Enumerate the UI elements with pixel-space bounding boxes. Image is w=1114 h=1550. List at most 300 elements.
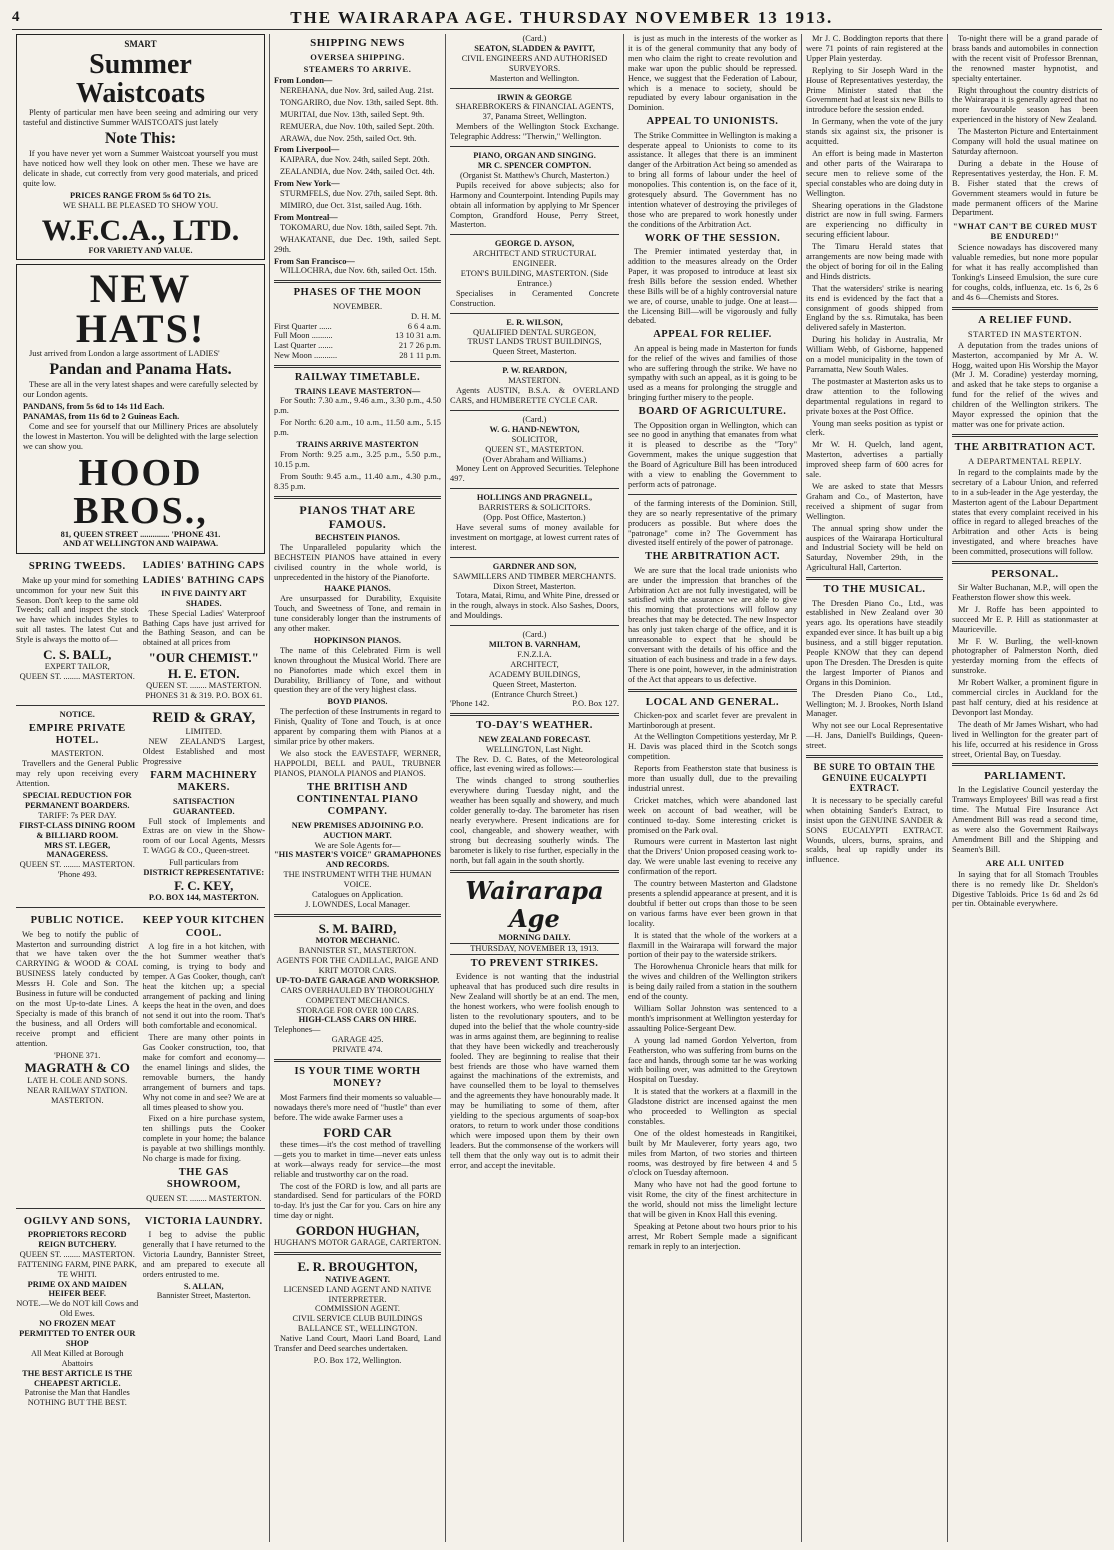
ad-hotel-title: EMPIRE PRIVATE HOTEL. [28, 722, 126, 746]
ad-reid-particulars: Full particulars from [169, 858, 239, 868]
railway-from-north: From North: 9.25 a.m., 3.25 p.m., 5.50 p.m., 10.15 p.m. [274, 449, 441, 469]
pianos-also: We also stock the EAVESTAFF, WERNER, HAPPOLDI, BELL and PAUL, TRUBNER PIANOS, PIANOLA PIANOS and PIANOS. [274, 748, 441, 778]
pianos-title: PIANOS THAT ARE FAMOUS. [299, 502, 416, 531]
local-item: William Sollar Johnston was sentenced to a month's imprisonment at Wellington yesterday for assaulting Police-Sergeant Dew. [628, 1003, 797, 1033]
ad-reid-body: NEW ZEALAND'S Largest, Oldest Established and most Progressive [142, 737, 265, 767]
musical-firm: The Dresden Piano Co., Ltd., Wellington; M. J. Brookes, North Island Manager. [806, 689, 943, 719]
ad-reid-guarantee: SATISFACTION GUARANTEED. [172, 796, 235, 816]
ad-tweeds-trade: EXPERT TAILOR, [44, 662, 110, 672]
personal-title: PERSONAL. [991, 568, 1059, 581]
ad-public-title: PUBLIC NOTICE. [30, 915, 124, 927]
ad-laundry-address: Bannister Street, Masterton. [156, 1291, 251, 1301]
musical-body: The Dresden Piano Co., Ltd., was established in New Zealand over 30 years ago. Its operations have steadily expanded ever since. It has built up a big business, and a still bigger reputation. People KNOW that they can depend upon The Dresden. The Dresden is quite the largest Importer of Pianos and Organs in this Dominion. [806, 598, 943, 687]
hand-body: Money Lent on Approved Securities. Telephone 497. [450, 464, 619, 484]
moon-time: 13 10 31 a.m. [395, 331, 441, 341]
masthead [12, 8, 1102, 30]
local-item: Many who have not had the good fortune to visit Rome, the city of the finest architecture in the world, should not miss the limelight lecture that will be given in Knox Hall this evening. [628, 1180, 797, 1220]
arb-editorial-title: THE ARBITRATION ACT. [645, 551, 780, 563]
ad-waistcoats-firm: W.F.C.A., LTD. [41, 213, 240, 247]
ad-pair-row2 [16, 710, 265, 904]
ad-caps-title2: LADIES' BATHING CAPS [142, 575, 265, 586]
ad-note: Note This: [104, 130, 177, 148]
page-number: 4 [12, 9, 22, 25]
personal-items [952, 583, 1098, 759]
ad-tweeds-address: QUEEN ST. ........ MASTERTON. [19, 672, 135, 682]
ad-reid-firm: REID & GRAY, [152, 709, 256, 726]
gardner-name: GARDNER AND SON, [492, 561, 577, 571]
shipping-title: SHIPPING NEWS [310, 37, 405, 49]
relief-fund-body: A deputation from the trades unions of Masterton, accompanied by Mr A. W. Hogg, waited upon His Worship the Mayor (Mr J. M. Coradine) yesterday morning, and asked that he take steps to organise a fund for the relief of the wives and children of the Wellington strikers. The Mayor expressed the opinion that the matter was one for private action. [952, 340, 1098, 430]
ad-pandans: PANDANS, from 5s 6d to 14s 11d Each. [23, 402, 165, 412]
ad-hotel-manager: MRS ST. LEGER, MANAGERESS. [44, 840, 111, 860]
ad-caps-address: QUEEN ST. ........ MASTERTON. [146, 680, 262, 690]
musical-title: TO THE MUSICAL. [823, 584, 926, 596]
varnham-entrance: (Entrance Church Street.) [491, 689, 578, 699]
weather-title: TO-DAY'S WEATHER. [476, 720, 593, 732]
cured-body: Science nowadays has discovered many valuable remedies, but none more popular for what it has really accomplished than Tonking's Linseed Emulsion, the sure cure for coughs, colds, influenza, etc. 1s 6, 2s 6 and 4s 6—Chemists and Stores. [952, 243, 1098, 302]
ad-ogilvy-patronise: Patronise the Man that Handles NOTHING BUT THE BEST. [24, 1388, 130, 1408]
shipping-entry: WILLOCHRA, due Nov. 6th, sailed Oct. 15th. [280, 266, 437, 276]
ford-p2: these times—it's the cost method of travelling—gets you to market in time—never eats unless at work—always ready for service—the most reliable and trustworthy car on the road. [274, 1139, 441, 1179]
unionists-title: APPEAL TO UNIONISTS. [646, 116, 779, 128]
reardon-body: Agents AUSTIN, B.S.A. & OVERLAND CARS, and HUMBERETTE CYCLE CAR. [450, 386, 619, 405]
relief-appeal-title: APPEAL FOR RELIEF. [653, 329, 772, 341]
moon-month: NOVEMBER. [332, 301, 383, 311]
arb-reply-title: THE ARBITRATION ACT. [954, 440, 1096, 453]
ad-caps-phones: PHONES 31 & 319. P.O. BOX 61. [145, 690, 263, 700]
pianos-agents: We are Sole Agents for— [314, 840, 401, 850]
column-3 [446, 34, 624, 1542]
ad-public-notice [16, 912, 139, 1203]
ad-caps-chemist: "OUR CHEMIST." [148, 650, 259, 666]
pianos-company: THE BRITISH AND CONTINENTAL PIANO COMPANY. [296, 781, 419, 818]
col6-items [806, 34, 943, 573]
ad-ogilvy-farm: FATTENING FARM, PINE PARK, TE WHITI. [17, 1259, 137, 1279]
broughton-box: P.O. Box 172, Wellington. [313, 1355, 402, 1365]
ad-caps-title1: LADIES' BATHING CAPS [142, 561, 265, 572]
seaton-trade: CIVIL ENGINEERS AND AUTHORISED SURVEYORS. [461, 53, 608, 73]
pianos-h-body: Are unsurpassed for Durability, Exquisite Touch, and Sweetness of Tone, and remain in tune considerably longer than the instruments of any other maker. [274, 594, 441, 634]
shipping-entry: MIMIRO, due Oct. 31st, sailed Aug. 16th. [280, 200, 422, 210]
varnham-address: Queen Street, Masterton. [492, 679, 577, 689]
local-item: The country between Masterton and Gladstone presents a splendid appearance at present, and it is doubtful if better out crops than those to be seen on various farms have ever been grown in that locality. [628, 879, 797, 928]
hand-name: W. G. HAND-NEWTON, [489, 424, 580, 434]
ford-p1: Most Farmers find their moments so valuable—nowadays there's more need of "hustle" than ever before. The wide awake Farmer uses a [274, 1092, 441, 1122]
ad-kitchen-title: KEEP YOUR KITCHEN COOL. [142, 915, 265, 939]
ad-waistcoats-intro: Plenty of particular men have been seeing and admiring our very tasteful and distinctive Summer WAISTCOATS just lately [23, 108, 258, 128]
ad-laundry [143, 1213, 266, 1409]
varnham-box: P.O. Box 127. [572, 699, 619, 709]
relief-appeal-body: An appeal is being made in Masterton for funds for the relief of the wives and families of those who are suffering through the strike. We have no sympathy with such an appeal, as it is going to be used as a means for prolonging the struggle and bringing further misery to the people. [628, 343, 797, 403]
ad-public-place: MASTERTON. [50, 1095, 104, 1105]
ad-hats-title: NEW HATS! [75, 266, 206, 352]
editorial-body: Evidence is not wanting that the industrial upheaval that has produced such dire results in New Zealand will shortly be at an end. The men, the honest workers, who were foolish enough to listen to the revolutionary spouters, and to be duped into the belief that the whole country-side was in arms against them, are beginning to realise that they have been wickedly and treacherously fooled. They are beginning to realise that their best friends are those who have warned them against the machinations of the extremists, and have counselled them to be loyal to themselves and the agreements they have honourably made. It may be humiliating to some of them, after yielding to the specious arguments of soap-box orators, to return to work under those conditions which were imposed upon them by their own leaders. But the commonsense of the workers will tell them that the only way out is to admit their error, and accept the inevitable. [450, 972, 619, 1170]
ad-reid-rep: DISTRICT REPRESENTATIVE: [143, 868, 265, 878]
ad-caps-shades: IN FIVE DAINTY ART SHADES. [161, 588, 247, 608]
irwin-firm: IRWIN & GEORGE [497, 92, 572, 102]
news-item: Mr W. H. Quelch, land agent, Masterton, advertises a partially improved sheep farm of 600 acres for sale. [806, 440, 943, 480]
ad-reid-name: F. C. KEY, [174, 878, 234, 894]
shipping-entry: ARAWA, due Nov. 25th, sailed Oct. 9th. [280, 133, 417, 143]
varnham-building: ACADEMY BUILDINGS, [488, 669, 581, 679]
ad-hotel-body: Travellers and the General Public may rely upon receiving every Attention. [16, 759, 139, 789]
shipping-entry: TONGARIRO, due Nov. 13th, sailed Sept. 8th. [280, 97, 439, 107]
paper-daily: MORNING DAILY. [498, 933, 571, 943]
news-item: To-night there will be a grand parade of brass bands and automobiles in connection with the recent visit of Professor Brennan, the renowned master hypnotist, and specialty entertainer. [952, 34, 1098, 83]
shipping-groups [274, 76, 441, 276]
seaton-firm: SEATON, SLADDEN & PAVITT, [474, 43, 595, 53]
shipping-origin: From London— [274, 76, 333, 85]
united-title: ARE ALL UNITED [985, 857, 1065, 868]
baird-hire: HIGH-CLASS CARS ON HIRE. [298, 1015, 417, 1025]
board-body: The Opposition organ in Wellington, which can see no good in anything that emanates from what it is pleased to describe as the "Tory" Government, makes the unique suggestion that the Board of Agriculture Bill has been introduced with a view to enabling the Government to perform acts of patronage. [628, 420, 797, 489]
ad-hats-address: 81, QUEEN STREET .............. 'PHONE 431. [60, 529, 221, 539]
ad-ogilvy-firm: OGILVY AND SONS, [23, 1215, 131, 1227]
ad-pair-row1 [16, 558, 265, 700]
gardner-address: Dixon Street, Masterton. [493, 581, 576, 591]
ad-waistcoats-tag: FOR VARIETY AND VALUE. [88, 246, 193, 256]
editorial-title: TO PREVENT STRIKES. [470, 957, 599, 969]
local-item: One of the oldest homesteads in Rangitikei, built by Mr Mauleverer, forty years ago, two miles from Marton, of two stories and thirteen rooms, was destroyed by fire between 4 and 5 o'clock on Tuesday afternoon. [628, 1128, 797, 1178]
varnham-phone: 'Phone 142. [450, 699, 490, 709]
local-item: Chicken-pox and scarlet fever are prevalent in Martinborough at present. [628, 710, 797, 730]
baird-trade: MOTOR MECHANIC. [315, 936, 400, 946]
shipping-entry: STURMFELS, due Nov. 27th, sailed Sept. 8th. [280, 189, 438, 199]
hollings-name: HOLLINGS AND PRAGNELL, [476, 493, 593, 503]
shipping-entry: MURITAI, due Nov. 13th, sailed Sept. 9th. [280, 109, 425, 119]
local-item: It is stated that the whole of the workers at a flaxmill in the Wairarapa will forward the major portion of their pay to the waterside strikers. [628, 930, 797, 960]
ad-hotel-special: SPECIAL REDUCTION FOR PERMANENT BOARDERS. [22, 790, 132, 810]
pianos-b-body: The Unparalleled popularity which the BECHSTEIN PIANOS have attained in every civilised country in the whole world, is unprecedented in the history of the Pianoforte. [274, 542, 441, 582]
railway-title: RAILWAY TIMETABLE. [294, 372, 421, 384]
baird-overhaul: CARS OVERHAULED BY THOROUGHLY COMPETENT MECHANICS. [280, 985, 435, 1005]
ad-ogilvy-best: THE BEST ARTICLE IS THE CHEAPEST ARTICLE. [22, 1368, 133, 1388]
pianos-catalogues: Catalogues on Application. [312, 890, 403, 900]
pianos-instrument: THE INSTRUMENT WITH THE HUMAN VOICE. [283, 870, 432, 890]
wilson-building: TRUST LANDS TRUST BUILDINGS, [467, 337, 602, 347]
local-item: At the Wellington Competitions yesterday, Mr P. H. Davis was placed third in the Scotch songs competition. [628, 732, 797, 762]
personal-item: Mr F. W. Burling, the well-known photographer of Palmerston North, died yesterday morning from the effects of sunstroke. [952, 636, 1098, 676]
moon-header: D. H. M. [410, 311, 441, 321]
ad-hats-firm: HOOD BROS., [73, 451, 208, 532]
ad-ogilvy-abattoirs: All Meat Killed at Borough Abattoirs [30, 1348, 124, 1368]
wilson-address: Queen Street, Masterton. [492, 347, 577, 357]
weather-dateline: WELLINGTON, Last Night. [485, 744, 584, 754]
compton-title: PIANO, ORGAN AND SINGING. [473, 151, 596, 161]
pianos-bo-title: BOYD PIANOS. [327, 697, 388, 707]
pianos-h-title: HAAKE PIANOS. [324, 584, 391, 594]
ad-tweeds-body: Make up your mind for something uncommon for your new Suit this Season. Don't keep to the same old Tweeds; call and inspect the stock we have which includes Styles to suit all tastes. The latest Cut and Style is always the motto of— [16, 575, 139, 645]
arb-editorial-body: We are sure that the local trade unionists who are under the impression that branches of the Arbitration Act are not fully investigated, will be satisfied with the assurance we are able to give this morning that protections will follow any breaches that may be detected. The new Inspector has only just taken charge of the office, and it is unreasonable to expect that he should be conversant with the details of his office and the situation of each business and trade in a few days. There is one point, however, in the administration of the Act that appears to us defective. [628, 565, 797, 684]
ad-kitchen-address: QUEEN ST. ........ MASTERTON. [146, 1193, 262, 1203]
varnham-name: MILTON B. VARNHAM, [488, 640, 581, 650]
seaton-card: (Card.) [522, 34, 547, 43]
ad-reid-box: P.O. BOX 144, MASTERTON. [148, 893, 259, 903]
moon-phase: Last Quarter ....... [274, 341, 333, 351]
board-title: BOARD OF AGRICULTURE. [638, 406, 787, 418]
pianos-manager: J. LOWNDES, Local Manager. [304, 900, 411, 909]
ayson-trade: ARCHITECT AND STRUCTURAL ENGINEER. [472, 249, 597, 269]
ad-hats-also: AND AT WELLINGTON AND WAIPAWA. [62, 539, 219, 549]
reardon-place: MASTERTON. [508, 376, 561, 386]
ad-ogilvy-address: QUEEN ST. ........ MASTERTON. [19, 1249, 135, 1259]
news-item: During his holiday in Australia, Mr William Webb, of Gisborne, happened on a model municipality in the town of Parramatta, New South Wales. [806, 335, 943, 374]
news-item: The Timaru Herald states that arrangements are now being made with the object of boring for oil in the Ealing and Hinds districts. [806, 242, 943, 281]
ford-p3: The cost of the FORD is low, and all parts are standardised. Send for particulars of the FORD to-day. It's just the Car for you. Cars on hire any time day or night. [274, 1181, 441, 1221]
baird-garage: UP-TO-DATE GARAGE AND WORKSHOP. [275, 975, 440, 985]
moon-row [274, 322, 441, 332]
pianos-hmv: "HIS MASTER'S VOICE" GRAMAPHONES AND RECORDS. [274, 850, 441, 870]
broughton-licensed: LICENSED LAND AGENT AND NATIVE INTERPRETER. [283, 1284, 432, 1304]
local-item: A young lad named Gordon Yelverton, from Featherston, who was suffering from burns on the face and hands, through some tar he was working with boiling over, was admitted to the Greytown Hospital on Tuesday. [628, 1035, 797, 1085]
shipping-sub2: STEAMERS TO ARRIVE. [303, 63, 412, 74]
moon-phase: New Moon ........... [274, 351, 338, 361]
ad-hats-sub: Pandan and Panama Hats. [49, 361, 232, 379]
column-4 [624, 34, 802, 1542]
baird-address: BANNISTER ST., MASTERTON. [298, 946, 417, 956]
ad-caps-body: These Special Ladies' Waterproof Bathing Caps have just arrived for the Bathing Season, and can be obtained at all prices from [142, 608, 265, 648]
parliament-title: PARLIAMENT. [984, 770, 1066, 783]
ad-public-phone: 'PHONE 371. [54, 1050, 101, 1060]
session-body: The Premier intimated yesterday that, in addition to the measures already on the Order Paper, it was proposed to introduce at least six fresh Bills before the session ended. Whether these Bills will be of a highly controversial nature we are, of course, unable to judge. One at least—the Licensing Bill—will be vigorously and fully debated. [628, 247, 797, 326]
ad-pair-row4 [16, 1213, 265, 1409]
ad-hats-come: Come and see for yourself that our Millinery Prices are absolutely the lowest in Masterton. You will be delighted with the large selection we can show you. [23, 421, 258, 451]
ad-hats-intro: Just arrived from London a large assortment of LADIES' [29, 349, 220, 359]
irwin-body: Members of the Wellington Stock Exchange. Telegraphic Address: "Therwin," Wellington. [450, 122, 619, 142]
ad-smart: SMART [124, 39, 157, 49]
ad-waistcoats [16, 34, 265, 260]
pianos-hk-body: The name of this Celebrated Firm is well known throughout the Musical World. There are no Pianofortes made which excel them in Durability, Brilliancy of Tone, and without question they are of the very highest class. [274, 645, 441, 695]
column-6 [948, 34, 1102, 1542]
local-item: Cricket matches, which were abandoned last week on account of bad weather, will be continued to-day. Some interesting cricket is promised on the Park oval. [628, 795, 797, 835]
ad-tweeds [16, 558, 139, 700]
unionists-body: The Strike Committee in Wellington is making a desperate appeal to Unionists to come to its assistance. It alleges that there is an imminent danger of the Arbitration Act being so amended as to bring all forms of labour under the heel of monopolies. This contention is, on the face of it, grotesquely absurd. The Government has no intention whatever of destroying the privileges of those who are prepared to work honestly under the conditions of the Arbitration Act. [628, 130, 797, 229]
ad-tweeds-title: SPRING TWEEDS. [28, 561, 126, 573]
local-item: It is stated that the workers at a flaxmill in the Gladstone district are incensed against the men who proceeded to Wellington as special constables. [628, 1087, 797, 1126]
news-item: In Germany, when the vote of the jury stands six against six, the prisoner is acquitted. [806, 117, 943, 147]
seaton-place: Masterton and Wellington. [489, 73, 580, 83]
broughton-body: Native Land Court, Maori Land Board, Land Transfer and Deed searches undertaken. [274, 1334, 441, 1354]
wilson-trade: QUALIFIED DENTAL SURGEON, [472, 327, 596, 337]
reardon-name: P. W. REARDON, [502, 366, 567, 376]
news-item: Right throughout the country districts of the Wairarapa it is generally agreed that no more favourable season has been experienced in the history of New Zealand. [952, 85, 1098, 125]
baird-agents: AGENTS FOR THE CADILLAC, PAIGE AND KRIT MOTOR CARS. [276, 956, 439, 975]
ad-waistcoats-body: If you have never yet worn a Summer Waistcoat yourself you must have noticed how well they look on other men. These we have are delicate in shade, cut correctly from very good materials, and priced quite low. [23, 149, 258, 188]
ayson-body: Specialises in Ceramented Concrete Construction. [450, 288, 619, 308]
ad-laundry-name: S. ALLAN, [183, 1281, 224, 1291]
ad-caps-firm: H. E. ETON. [167, 665, 240, 681]
news-item: We are asked to state that Messrs Graham and Co., of Masterton, have received a shipment of sugar from Wellington. [806, 481, 943, 521]
ad-public-late: LATE H. COLE AND SONS. [27, 1075, 128, 1085]
eucalypti-body: It is necessary to be specially careful when obtaining Sander's Extract, to insist upon the GENUINE SANDER & SONS EUCALYPTI EXTRACT. Wounds, ulcers, burns, sprains, and scalds, heal up rapidly under its influence. [806, 795, 943, 865]
arb-reply-sub: A DEPARTMENTAL REPLY. [968, 455, 1082, 466]
united-body: In saying that for all Stomach Troubles there is no remedy like Dr. Sheldon's Digestive Tabloids. Price 1s 6d and 2s 6d per tin. Obtainable everywhere. [952, 869, 1098, 909]
ayson-address: ETON'S BUILDING, MASTERTON. (Side Entrance.) [460, 269, 609, 288]
ad-hotel-phone: 'Phone 493. [57, 870, 97, 880]
news-item: The Masterton Picture and Entertainment Company will hold the usual matinee on Saturday afternoon. [952, 127, 1098, 156]
ad-ogilvy [16, 1213, 139, 1409]
personal-item: The death of Mr James Wishart, who had lived in Wellington for the greater part of his life, occurred at his residence in Gross street, Oriental Bay, on Tuesday. [952, 719, 1098, 759]
hand-card: (Card.) [522, 414, 547, 424]
ad-kitchen-p2: There are many other points in Gas Cooker construction, too, that make for comfort and economy—the enamel linings and slides, the removable burners, the handy arrangement of burners and taps. Why not come in and see? We are at all times pleased to show you. [142, 1033, 265, 1112]
moon-row [274, 351, 441, 361]
broughton-firm: E. R. BROUGHTON, [297, 1259, 418, 1275]
ad-ogilvy-beef: PRIME OX AND MAIDEN HEIFER BEEF. [27, 1279, 127, 1299]
column-5 [802, 34, 948, 1542]
moon-time: 21 7 26 p.m. [398, 341, 441, 351]
local-item: Rumours were current in Masterton last night that the Drivers' Union proposed ceasing work to-day. We were unable last evening to receive any confirmation of the report. [628, 837, 797, 877]
ad-hotel [16, 710, 139, 904]
news-item: Young man seeks position as typist or clerk. [806, 418, 943, 438]
ad-public-body: We beg to notify the public of Masterton and surrounding district that we have taken over the CARRYING & WOOD & COAL BUSINESS lately conducted by Messrs H. Cole and Son. The Business in future will be conducted on the most Up-to-date Lines. A Specialty is made of this branch of the business, and all Orders will receive prompt and efficient attention. [16, 929, 139, 1048]
hollings-opp: (Opp. Post Office, Masterton.) [483, 513, 586, 523]
moon-time: 28 1 11 p.m. [399, 351, 441, 361]
ad-public-firm: MAGRATH & CO [24, 1060, 130, 1076]
local-general-title: LOCAL AND GENERAL. [645, 695, 780, 708]
moon-row [274, 331, 441, 341]
hand-address: QUEEN ST., MASTERTON. [485, 444, 584, 454]
ad-ogilvy-frozen: NO FROZEN MEAT PERMITTED TO ENTER OUR SHOP [19, 1319, 136, 1348]
relief-fund-sub: STARTED IN MASTERTON. [967, 328, 1083, 339]
news-item: Mr J. C. Boddington reports that there were 71 points of rain registered at the Upper Plain yesterday. [806, 34, 943, 63]
gardner-body: Totara, Matai, Rimu, and White Pine, dressed or in the rough, always in stock. Also Sashes, Doors, and Mouldings. [450, 591, 619, 621]
ad-hats-body: These are all in the very latest shapes and were carefully selected by our London agents. [23, 380, 258, 400]
broughton-commission: COMMISSION AGENT. [315, 1304, 400, 1314]
moon-time: 6 6 4 a.m. [407, 321, 441, 331]
paper-nameplate: Wairarapa Age [465, 875, 604, 933]
ad-panamas: PANAMAS, from 11s 6d to 2 Guineas Each. [23, 411, 180, 421]
ad-laundry-body: I beg to advise the public generally that I have returned to the Victoria Laundry, Bannister Street, and am prepared to execute all orders entrusted to me. [142, 1229, 265, 1279]
ford-firm: GORDON HUGHAN, [295, 1223, 420, 1239]
local-item: The Horowhenua Chronicle hears that milk for the wives and children of the Wellington strikers is being daily railed from a station in the southern end of the county. [628, 962, 797, 1002]
irwin-trade: SHAREBROKERS & FINANCIAL AGENTS, [455, 102, 614, 112]
ad-hats [16, 264, 265, 554]
masthead-title: THE WAIRARAPA AGE. THURSDAY NOVEMBER 13 1913. [290, 8, 834, 27]
baird-garage-no: GARAGE 425. [331, 1035, 384, 1045]
weather-body: The winds changed to strong southerlies everywhere during Tuesday night, and the weather has been squally and showery, and much colder generally to-day. The barometer has risen nearly everywhere. Present indications are for cool, changeable, and showery weather, with strong but decreasing southerly winds. The barometer is likely to rise further, especially in the north, but fall again in the south shortly. [450, 776, 619, 865]
railway-leave: TRAINS LEAVE MASTERTON— [294, 386, 421, 396]
relief-fund-title: A RELIEF FUND. [978, 313, 1072, 326]
arb-reply-body: In regard to the complaints made by the secretary of a Labour Union, and referred to in a sub-leader in the Age yesterday, the Masterton agent of the Labour Department states that every complaint received in his office in regard to alleged breaches of the Arbitration and other Acts is being investigated, and where breaches have been committed, prosecutions will follow. [952, 467, 1098, 557]
baird-private-no: PRIVATE 474. [332, 1045, 383, 1055]
local-items [628, 711, 797, 1252]
local-item: Speaking at Petone about two hours prior to his arrest, Mr Robert Semple made a significant remark in reply to an interjection. [628, 1222, 797, 1251]
session-title: WORK OF THE SESSION. [644, 232, 781, 244]
shipping-entry: NEREHANA, due Nov. 3rd, sailed Aug. 21st. [280, 85, 434, 95]
ad-kitchen-firm: THE GAS SHOWROOM, [166, 1166, 241, 1191]
shipping-origin: From Montreal— [274, 212, 338, 222]
pianos-premises: NEW PREMISES ADJOINING P.O. AUCTION MART. [291, 820, 424, 840]
ad-gas-kitchen [143, 912, 266, 1203]
broughton-building: CIVIL SERVICE CLUB BUILDINGS [292, 1314, 423, 1324]
parliament-body: In the Legislative Council yesterday the Tramways Employees' Bill was read a first time. The Mutual Fire Insurance Act Amendment Bill was read a second time, as were also the Government Railways Amendment Bill and the Shipping and Seamen's Bill. [952, 785, 1098, 854]
col4-intro: is just as much in the interests of the worker as it is of the general community that any body of men who claim the right to create revolution and make war upon the public should be repressed. Hence, we suggest that the Federation of Labour, which is a menace to society, should be repudiated by every labour organisation in the Dominion. [628, 34, 797, 113]
hand-trade: SOLICITOR, [511, 434, 558, 444]
compton-role: (Organist St. Matthew's Church, Masterton.) [459, 170, 610, 180]
weather-sub: NEW ZEALAND FORECAST. [478, 734, 591, 744]
ad-ogilvy-props: PROPRIETORS RECORD REIGN BUTCHERY. [27, 1229, 127, 1249]
irwin-address: 37, Panama Street, Wellington. [482, 112, 587, 122]
news-item: Shearing operations in the Gladstone district are now in full swing. Farmers are experiencing no difficulty in securing efficient labour. [806, 200, 943, 240]
ad-hotel-tariff: TARIFF: 7s PER DAY. [38, 810, 117, 820]
baird-storage: STORAGE FOR OVER 100 CARS. [296, 1005, 419, 1015]
local-item: Reports from Featherston state that business is more than usually dull, due to the prevailing industrial unrest. [628, 764, 797, 793]
varnham-fnzia: F.N.Z.I.A. [517, 649, 552, 659]
pianos-hk-title: HOPKINSON PIANOS. [313, 635, 402, 645]
paper-date: THURSDAY, NOVEMBER 13, 1913. [450, 943, 619, 955]
shipping-origin: From New York— [274, 179, 340, 189]
moon-title: PHASES OF THE MOON [293, 287, 422, 299]
ad-reid-gray [143, 710, 266, 904]
ad-reid-stock: Full stock of Implements and Extras are on view in the Show-room of our Local Agents, Messrs T. WAGG & CO., Queen-street. [142, 816, 265, 856]
gardner-trade: SAWMILLERS AND TIMBER MERCHANTS. [453, 571, 616, 581]
ad-hotel-rooms: FIRST-CLASS DINING ROOM & BILLIARD ROOM. [19, 820, 136, 840]
shipping-origin: From Liverpool— [274, 145, 340, 155]
ad-public-near: NEAR RAILWAY STATION. [27, 1085, 128, 1095]
pianos-bo-body: The perfection of these Instruments in regard to Finish, Quality of Tone and Touch, is at once apparent by comparing them with Pianos at a similar price by other makers. [274, 707, 441, 746]
ford-title: IS YOUR TIME WORTH MONEY? [294, 1066, 421, 1090]
ad-hotel-address: QUEEN ST. ........ MASTERTON. [19, 860, 135, 870]
broughton-trade: NATIVE AGENT. [325, 1274, 390, 1284]
baird-tel: Telephones— [274, 1025, 321, 1035]
news-item: Replying to Sir Joseph Ward in the House of Representatives yesterday, the Prime Minister stated that the Government had at least six new Bills to introduce before the session ended. [806, 65, 943, 115]
ad-waistcoats-prices: PRICES RANGE FROM 5s 6d TO 21s. [70, 190, 211, 200]
news-item: That the watersiders' strike is nearing its end is evidenced by the fact that a consignment of goods shipped from England by the s.s. Rimutaka, has been delivered safely in Masterton. [806, 283, 943, 333]
col7-items [952, 34, 1098, 218]
hand-over: (Over Abraham and Williams.) [482, 454, 587, 464]
hollings-body: Have several sums of money available for investment on mortgage, at lowest current rates of interest. [450, 522, 619, 552]
news-item: During a debate in the House of Representatives yesterday, the Hon. F. M. B. Fisher stated that the crews of Government steamers would in future be made permanent officers of the Marine Department. [952, 158, 1098, 218]
news-item: An effort is being made in Masterton and other parts of the Wairarapa to secure men to relieve some of the special constables who are doing duty in Wellington. [806, 148, 943, 198]
railway-south: For South: 7.30 a.m., 9.46 a.m., 3.30 p.m., 4.50 p.m. [274, 396, 441, 416]
ad-reid-makers: FARM MACHINERY MAKERS. [150, 770, 258, 794]
column-2 [270, 34, 446, 1542]
shipping-origin: From San Francisco— [274, 256, 355, 266]
ad-laundry-title: VICTORIA LAUNDRY. [144, 1215, 263, 1227]
musical-local: Why not see our Local Representative—H. Jans, Daniell's Buildings, Queen-street. [806, 721, 943, 751]
ad-pair-row3 [16, 912, 265, 1203]
broughton-street: BALLANCE ST., WELLINGTON. [297, 1324, 418, 1334]
varnham-trade: ARCHITECT, [510, 659, 559, 669]
shipping-entry: ZEALANDIA, due Nov. 24th, sailed Oct. 4th. [280, 167, 435, 177]
ad-tweeds-firm: C. S. BALL, [43, 647, 112, 663]
moon-phase: Full Moon .......... [274, 331, 333, 341]
shipping-sub1: OVERSEA SHIPPING. [310, 51, 405, 62]
ad-waistcoats-title: Summer Waistcoats [75, 48, 206, 109]
columns [12, 34, 1102, 1542]
column-ads-left [12, 34, 270, 1542]
wilson-name: E. R. WILSON, [506, 317, 563, 327]
personal-item: Mr J. Roffe has been appointed to succeed Mr E. P. Hill as stationmaster at Mauriceville. [952, 604, 1098, 634]
ad-ogilvy-note: NOTE.—We do NOT kill Cows and Old Ewes. [16, 1299, 139, 1319]
col5-intro: of the farming interests of the Dominion. Still, they are so nearly representative of the primary producers as possible. But where does the "patronage" come in? The Government has divested itself entirely of the power of patronage. [628, 498, 797, 548]
varnham-card: (Card.) [522, 630, 547, 640]
ad-kitchen-p3: Fixed on a hire purchase system, ten shillings puts the Cooker complete in your home; the balance is payable at two shillings monthly. No charge is made for fixing. [142, 1114, 265, 1164]
ayson-name: GEORGE D. AYSON, [494, 239, 575, 249]
ford-garage: HUGHAN'S MOTOR GARAGE, CARTERTON. [274, 1238, 442, 1248]
moon-rows [274, 322, 441, 362]
hollings-trade: BARRISTERS & SOLICITORS. [478, 503, 591, 513]
moon-row [274, 341, 441, 351]
ad-waistcoats-pleased: WE SHALL BE PLEASED TO SHOW YOU. [62, 200, 218, 210]
eucalypti-title: BE SURE TO OBTAIN THE GENUINE EUCALYPTI EXTRACT. [813, 762, 936, 794]
shipping-entry: KAIPARA, due Nov. 24th, sailed Sept. 20th. [280, 155, 430, 165]
shipping-entry: TOKOMARU, due Nov. 18th, sailed Sept. 7th. [280, 222, 438, 232]
personal-item: Mr Robert Walker, a prominent figure in commercial circles in Auckland for the past half century, died at his residence at Devonport last Monday. [952, 678, 1098, 717]
ad-hotel-place: MASTERTON. [50, 749, 104, 759]
baird-firm: S. M. BAIRD, [318, 920, 397, 936]
news-item: The postmaster at Masterton asks us to draw attention to the following departmental regulations in regard to private boxes at the Post Office. [806, 376, 943, 416]
